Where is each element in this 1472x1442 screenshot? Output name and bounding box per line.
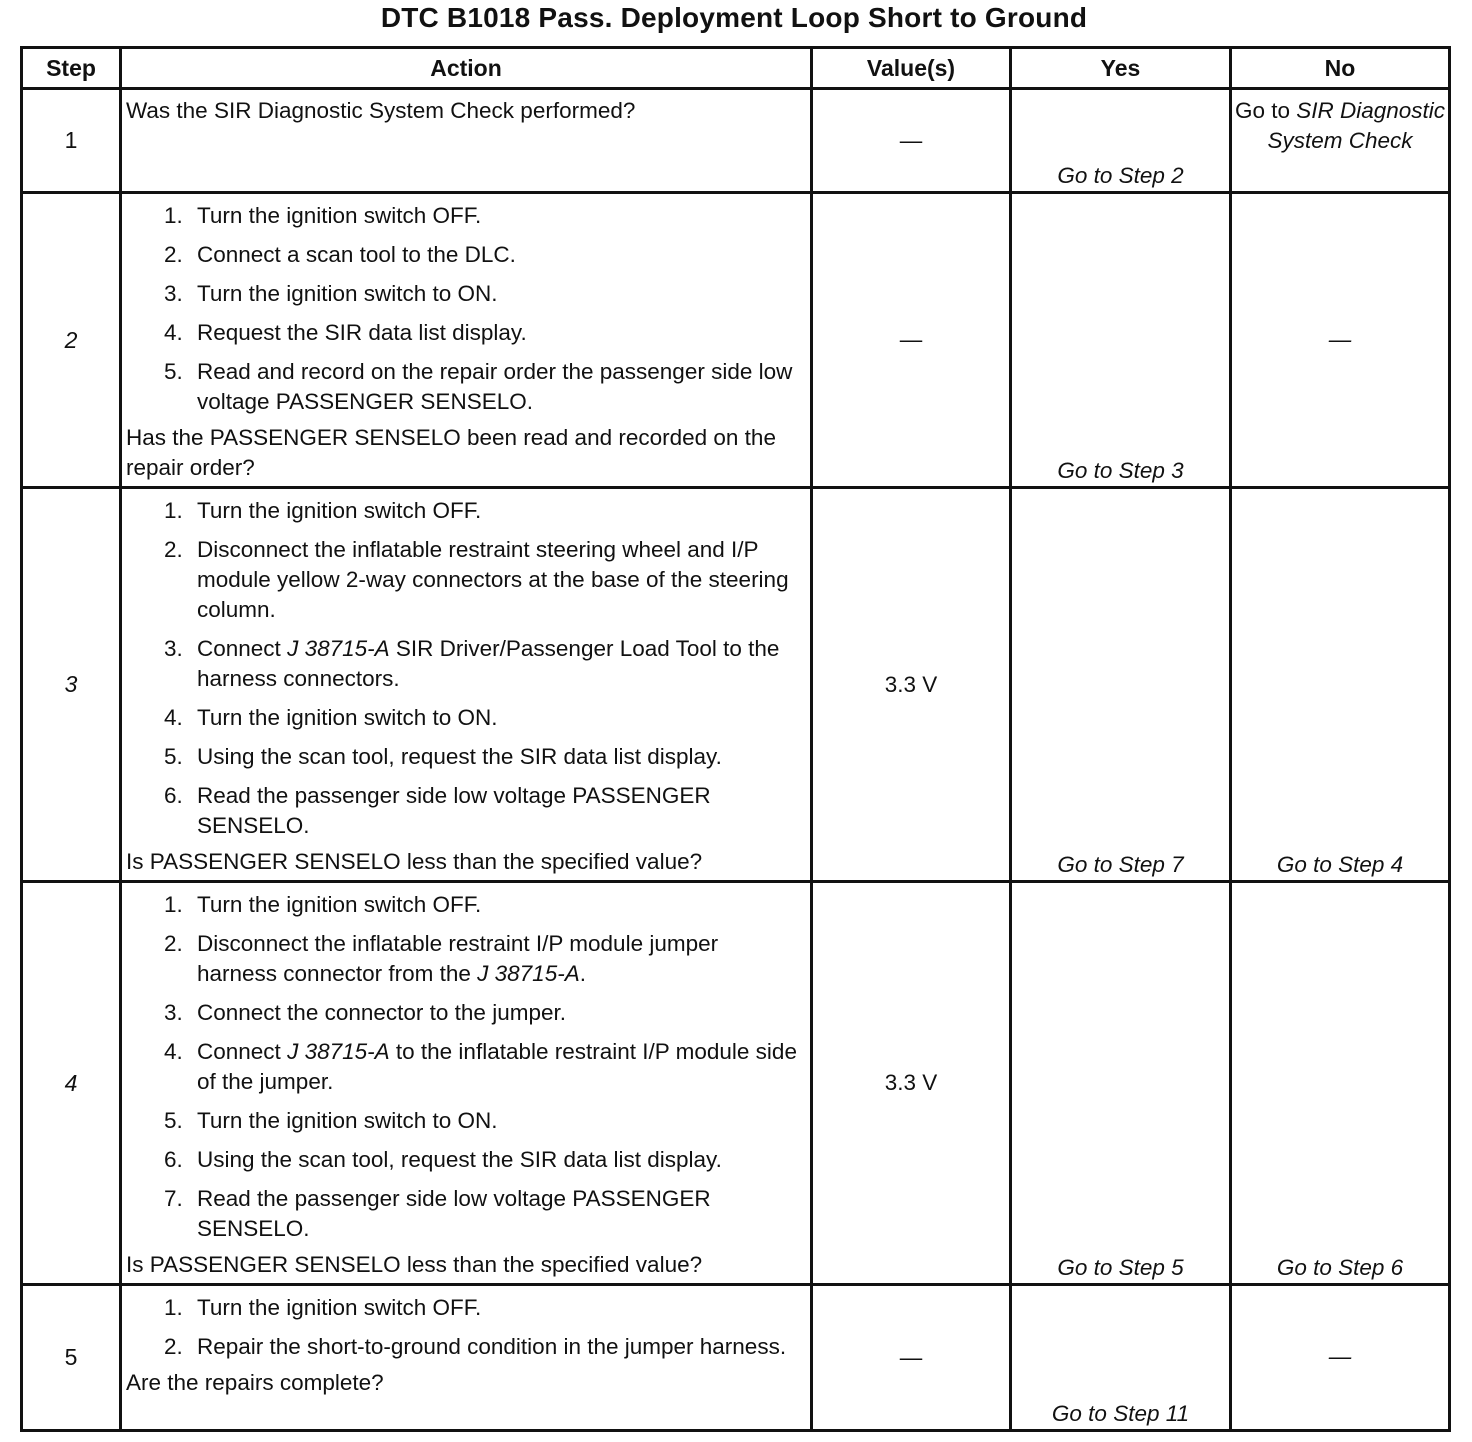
action-step: 1. Turn the ignition switch OFF.	[189, 201, 802, 231]
no-prefix: Go to	[1234, 98, 1297, 123]
step-text: to the inflatable restraint I/P module side of the jumper.	[197, 1039, 797, 1094]
action-step: 3. Connect the connector to the jumper.	[189, 998, 802, 1028]
action-step: 5. Read and record on the repair order the passenger side low voltage PASSENGER SENSELO.	[189, 357, 802, 417]
step-number: 4	[22, 882, 121, 1285]
header-step: Step	[22, 48, 121, 89]
step-number: 5	[22, 1285, 121, 1431]
no-cell: —	[1231, 193, 1450, 488]
action-step	[189, 1037, 802, 1097]
table-row	[22, 1285, 1450, 1431]
table-row	[22, 488, 1450, 882]
action-steps	[126, 890, 802, 1244]
no-cell: —	[1231, 1285, 1450, 1431]
action-step: 7. Read the passenger side low voltage PASSENGER SENSELO.	[189, 1184, 802, 1244]
sir-diagnostic-system-check-link[interactable]: SIR Diagnostic System Check	[1267, 98, 1446, 153]
yes-cell: Go to Step 7	[1011, 488, 1231, 882]
action-steps	[126, 201, 802, 417]
no-cell: Go to Step 6	[1231, 882, 1450, 1285]
action-question: Are the repairs complete?	[126, 1370, 384, 1395]
action-steps	[126, 496, 802, 841]
step-text: Connect	[197, 636, 288, 661]
action-step	[189, 634, 802, 694]
action-step: 2. Disconnect the inflatable restraint steering wheel and I/P module yellow 2-way connectors at the base of the steering column.	[189, 535, 802, 625]
header-yes: Yes	[1011, 48, 1231, 89]
yes-cell: Go to Step 11	[1011, 1285, 1231, 1431]
action-question: Is PASSENGER SENSELO less than the specified value?	[126, 849, 703, 874]
action-step: 1. Turn the ignition switch OFF.	[189, 890, 802, 920]
action-question: Was the SIR Diagnostic System Check performed?	[126, 98, 636, 123]
action-cell	[121, 193, 812, 488]
action-question: Is PASSENGER SENSELO less than the specified value?	[126, 1252, 703, 1277]
step-text: .	[579, 961, 586, 986]
action-step: 5. Using the scan tool, request the SIR data list display.	[189, 742, 802, 772]
action-step: 1. Turn the ignition switch OFF.	[189, 1293, 802, 1323]
page-title: DTC B1018 Pass. Deployment Loop Short to Ground	[380, 2, 1088, 33]
action-step	[189, 929, 802, 989]
value-cell: 3.3 V	[812, 488, 1011, 882]
value-cell: —	[812, 1285, 1011, 1431]
tool-reference: J 38715-A	[477, 961, 580, 986]
value-cell: —	[812, 193, 1011, 488]
header-values: Value(s)	[812, 48, 1011, 89]
header-row	[22, 48, 1450, 89]
step-text: Connect	[197, 1039, 288, 1064]
action-step: 4. Request the SIR data list display.	[189, 318, 802, 348]
tool-reference: J 38715-A	[287, 1039, 390, 1064]
action-step: 2. Repair the short-to-ground condition in the jumper harness.	[189, 1332, 802, 1362]
no-cell	[1231, 89, 1450, 193]
action-cell	[121, 89, 812, 193]
tool-reference: J 38715-A	[287, 636, 390, 661]
yes-cell: Go to Step 2	[1011, 89, 1231, 193]
action-question: Has the PASSENGER SENSELO been read and recorded on the repair order?	[126, 425, 776, 480]
action-cell	[121, 1285, 812, 1431]
header-no: No	[1231, 48, 1450, 89]
action-cell	[121, 488, 812, 882]
value-cell: —	[812, 89, 1011, 193]
action-step: 5. Turn the ignition switch to ON.	[189, 1106, 802, 1136]
action-step: 1. Turn the ignition switch OFF.	[189, 496, 802, 526]
table-row	[22, 193, 1450, 488]
action-step: 6. Using the scan tool, request the SIR data list display.	[189, 1145, 802, 1175]
step-number: 2	[22, 193, 121, 488]
diagnostic-table	[20, 46, 1451, 1432]
no-cell: Go to Step 4	[1231, 488, 1450, 882]
step-number: 3	[22, 488, 121, 882]
step-number: 1	[22, 89, 121, 193]
action-step: 6. Read the passenger side low voltage PASSENGER SENSELO.	[189, 781, 802, 841]
step-text: Disconnect the inflatable restraint I/P module jumper harness connector from the	[197, 931, 719, 986]
action-cell	[121, 882, 812, 1285]
step-text: SIR Driver/Passenger Load Tool to the harness connectors.	[197, 636, 780, 691]
table-row	[22, 89, 1450, 193]
value-cell: 3.3 V	[812, 882, 1011, 1285]
yes-cell: Go to Step 5	[1011, 882, 1231, 1285]
table-row	[22, 882, 1450, 1285]
action-step: 3. Turn the ignition switch to ON.	[189, 279, 802, 309]
yes-cell: Go to Step 3	[1011, 193, 1231, 488]
action-steps	[126, 1293, 802, 1362]
header-action: Action	[121, 48, 812, 89]
action-step: 2. Connect a scan tool to the DLC.	[189, 240, 802, 270]
action-step: 4. Turn the ignition switch to ON.	[189, 703, 802, 733]
